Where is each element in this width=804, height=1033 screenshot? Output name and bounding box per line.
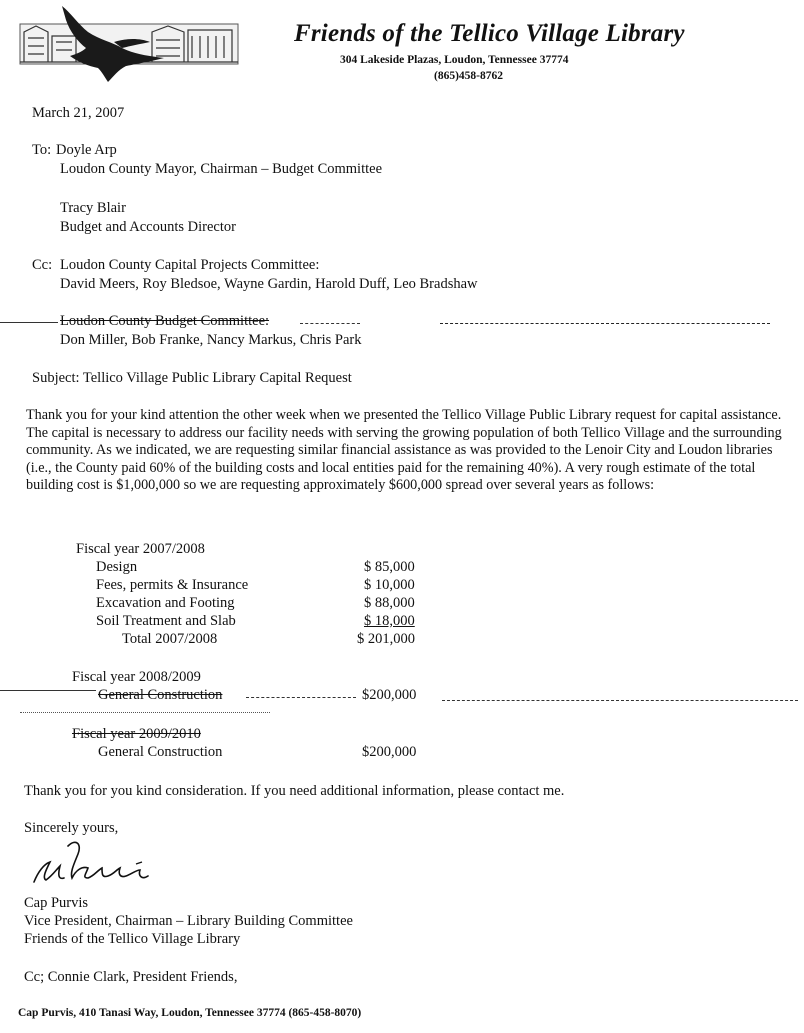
organization-address: 304 Lakeside Plazas, Loudon, Tennessee 37774 — [340, 54, 569, 66]
cc-label: Cc: — [32, 257, 53, 273]
organization-name: Friends of the Tellico Village Library — [294, 20, 685, 47]
fy3-item-amount: $200,000 — [362, 744, 417, 760]
scan-dashed-line — [20, 712, 270, 713]
cc-group-1: Loudon County Capital Projects Committee: — [60, 257, 320, 273]
scan-dashed-line — [0, 322, 58, 323]
scan-dashed-line — [442, 700, 798, 701]
fy1-total-label: Total 2007/2008 — [122, 631, 218, 647]
signer-organization: Friends of the Tellico Village Library — [24, 931, 241, 947]
fy1-item-4-label: Soil Treatment and Slab — [96, 613, 236, 629]
recipient-title-1: Loudon County Mayor, Chairman – Budget Committee — [60, 161, 383, 177]
organization-phone: (865)458-8762 — [434, 70, 503, 82]
closing-paragraph: Thank you for you kind consideration. If you need additional information, please contact me. — [24, 783, 565, 799]
cc-bottom: Cc; Connie Clark, President Friends, — [24, 969, 238, 985]
fy1-total-amount: $ 201,000 — [357, 631, 415, 647]
cc-group-2: Loudon County Budget Committee: — [60, 313, 270, 329]
scan-dashed-line — [246, 697, 356, 698]
recipient-name-1: Doyle Arp — [56, 142, 117, 158]
fy1-title: Fiscal year 2007/2008 — [76, 541, 205, 557]
fy3-title: Fiscal year 2009/2010 — [72, 726, 201, 742]
handwritten-signature-image — [24, 836, 174, 890]
fy2-item-label: General Construction — [98, 687, 223, 703]
subject-line: Subject: Tellico Village Public Library Capital Request — [32, 370, 352, 386]
cc-group-2-members: Don Miller, Bob Franke, Nancy Markus, Chris Park — [60, 332, 362, 348]
signer-title: Vice President, Chairman – Library Building Committee — [24, 913, 353, 929]
scan-dashed-line — [440, 323, 770, 324]
footer-contact: Cap Purvis, 410 Tanasi Way, Loudon, Tennessee 37774 (865-458-8070) — [18, 1007, 362, 1019]
signer-name: Cap Purvis — [24, 895, 89, 911]
fy1-item-4-amount: $ 18,000 — [364, 613, 415, 629]
eagle-building-logo — [18, 2, 242, 88]
letter-date: March 21, 2007 — [32, 105, 125, 121]
scan-dashed-line — [300, 323, 360, 324]
fy1-item-1-label: Design — [96, 559, 138, 575]
body-paragraph: Thank you for your kind attention the other week when we presented the Tellico Village Public Library request for capital assistance. The capital is necessary to address our facility needs with serving the growing population of both Tellico Village and the surrounding community. As we indicated, we are requesting similar financial assistance as was provided to the Lenoir City and Loudon libraries (i.e., the County paid 60% of the building costs and local entities paid for the remaining 40%). A very rough estimate of the total building cost is $1,000,000 so we are requesting approximately $600,000 spread over several years as follows: — [26, 407, 782, 494]
sign-off: Sincerely yours, — [24, 820, 119, 836]
letterhead-logo — [18, 2, 242, 88]
recipient-title-2: Budget and Accounts Director — [60, 219, 236, 235]
scan-dashed-line — [0, 690, 96, 691]
fy1-item-2-amount: $ 10,000 — [364, 577, 415, 593]
fy1-item-1-amount: $ 85,000 — [364, 559, 415, 575]
cc-group-1-members: David Meers, Roy Bledsoe, Wayne Gardin, Harold Duff, Leo Bradshaw — [60, 276, 478, 292]
recipient-name-2: Tracy Blair — [60, 200, 126, 216]
fy3-item-label: General Construction — [98, 744, 223, 760]
fy2-title: Fiscal year 2008/2009 — [72, 669, 201, 685]
fy1-item-3-label: Excavation and Footing — [96, 595, 235, 611]
signature — [24, 836, 174, 890]
fy1-item-2-label: Fees, permits & Insurance — [96, 577, 249, 593]
fy1-item-3-amount: $ 88,000 — [364, 595, 415, 611]
to-label: To: — [32, 142, 52, 158]
fy2-item-amount: $200,000 — [362, 687, 417, 703]
